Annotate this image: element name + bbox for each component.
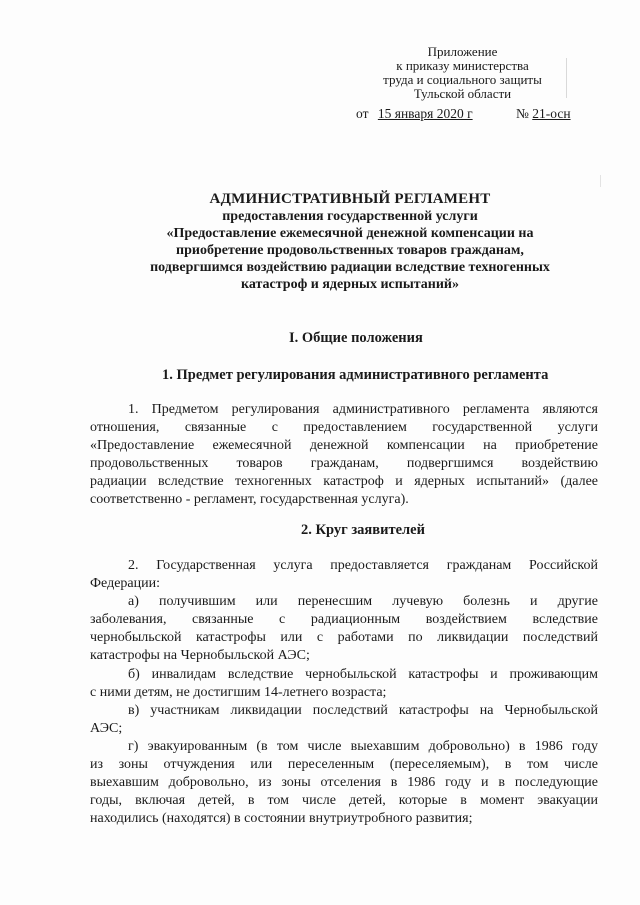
- appendix-line: Тульской области: [413, 86, 512, 101]
- text-line: продовольственных товаров гражданам, подвергшимся воздействию: [90, 456, 598, 472]
- appendix-line: Приложение: [427, 44, 498, 59]
- appendix-line: к приказу министерства: [396, 58, 529, 73]
- scan-artifact: [600, 175, 601, 187]
- order-number-block: [516, 106, 571, 122]
- text-line: АЭС;: [90, 720, 123, 736]
- text-line: заболевания, связанные с радиационным воздействием вследствие: [90, 612, 598, 628]
- title-main: АДМИНИСТРАТИВНЫЙ РЕГЛАМЕНТ: [209, 191, 491, 207]
- appendix-header: [340, 45, 585, 101]
- text-line: а) получившим или перенесшим лучевую болезнь и другие: [128, 594, 598, 610]
- text-line: б) инвалидам вследствие чернобыльской катастрофы и проживающим: [128, 666, 598, 682]
- text-line: г) эвакуированным (в том числе выехавшим добровольно) в 1986 году: [128, 738, 598, 754]
- text-line: соответственно - регламент, государственная услуга).: [90, 492, 409, 508]
- title-line: предоставления государственной услуги: [222, 209, 478, 224]
- order-number: 21-осн: [532, 106, 571, 121]
- title-line: «Предоставление ежемесячной денежной компенсации на: [166, 226, 534, 241]
- section-heading-subject: 1. Предмет регулирования административного регламента: [162, 367, 549, 383]
- document-title: [140, 191, 560, 293]
- text-line: выехавшим добровольно, из зоны отселения в 1986 году и в последующие: [90, 775, 598, 791]
- title-line: катастроф и ядерных испытаний»: [240, 277, 460, 292]
- text-line: 1. Предметом регулирования административного регламента являются: [128, 402, 598, 417]
- text-line: «Предоставление ежемесячной денежной компенсации на приобретение: [90, 438, 598, 454]
- text-line: катастрофы на Чернобыльской АЭС;: [90, 648, 310, 664]
- order-date: 15 января 2020 г: [377, 106, 473, 121]
- title-line: приобретение продовольственных товаров гражданам,: [176, 243, 524, 258]
- appendix-line: труда и социального защиты: [383, 72, 542, 87]
- text-line: с ними детям, не достигшим 14-летнего возраста;: [90, 684, 387, 700]
- order-reference: [356, 106, 571, 122]
- section-heading-applicants: 2. Круг заявителей: [301, 522, 425, 538]
- text-line: радиации вследствие техногенных катастроф и ядерных испытаний» (далее: [90, 474, 598, 490]
- text-line: Федерации:: [90, 576, 161, 592]
- text-line: в) участникам ликвидации последствий катастрофы на Чернобыльской: [128, 702, 598, 718]
- text-line: из зоны отчуждения или переселенным (переселяемым), в том числе: [90, 757, 598, 773]
- text-line: отношения, связанные с предоставлением государственной услуги: [90, 420, 598, 436]
- text-line: 2. Государственная услуга предоставляется гражданам Российской: [128, 558, 598, 573]
- paragraph-subject: [90, 401, 598, 510]
- order-number-label: №: [516, 106, 529, 121]
- paragraph-applicants: [90, 557, 598, 828]
- section-heading-general: I. Общие положения: [289, 330, 423, 346]
- order-from-label: от: [356, 106, 369, 121]
- text-line: годы, включая детей, в том числе детей, которые в момент эвакуации: [90, 793, 598, 809]
- text-line: находились (находятся) в состоянии внутриутробного развития;: [90, 811, 473, 827]
- title-line: подвергшимся воздействию радиации вследствие техногенных: [150, 260, 550, 275]
- text-line: чернобыльской катастрофы или с работами по ликвидации последствий: [90, 630, 598, 646]
